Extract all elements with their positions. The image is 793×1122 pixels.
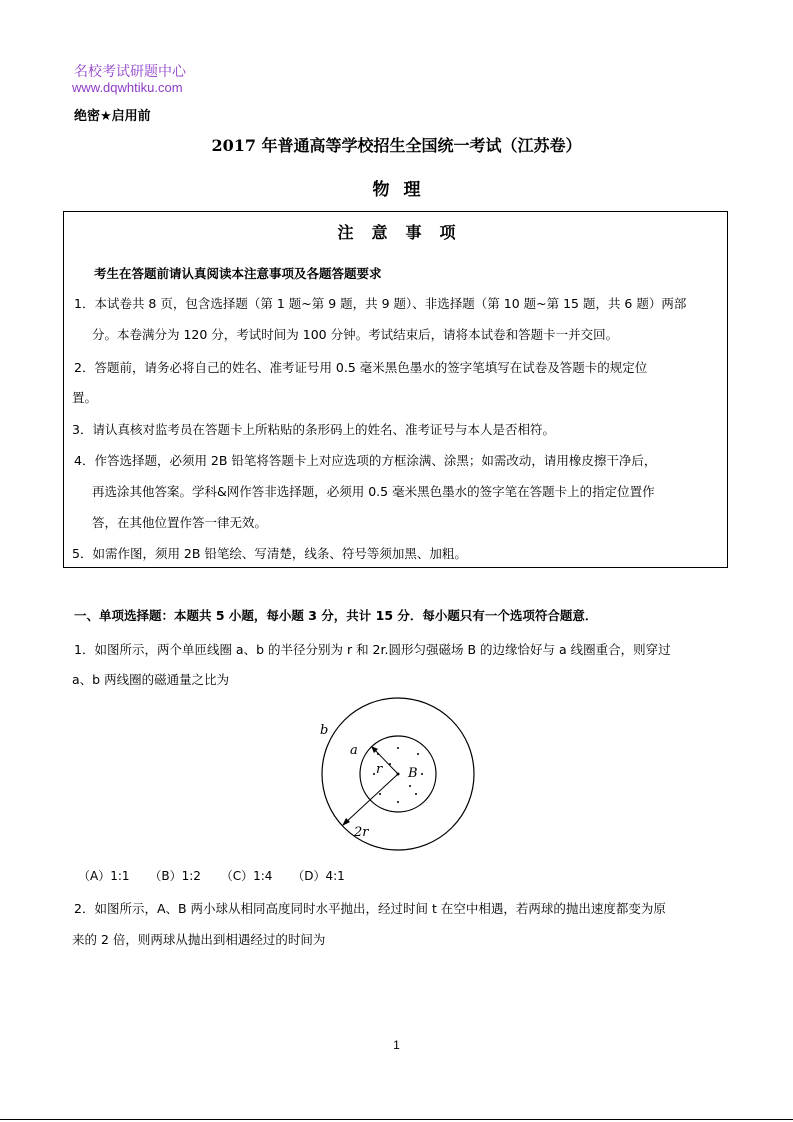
notice-intro: 考生在答题前请认真阅读本注意事项及各题答题要求 <box>94 266 382 281</box>
question-2-line-2: 来的 2 倍，则两球从抛出到相遇经过的时间为 <box>72 932 326 947</box>
label-b: b <box>320 723 329 738</box>
coil-field-diagram <box>310 694 480 854</box>
option-a[interactable]: （A）1:1 <box>78 869 130 883</box>
exam-title: 2017 年普通高等学校招生全国统一考试（江苏卷） <box>211 136 582 155</box>
page-number: 1 <box>393 1038 400 1052</box>
secret-label: 绝密★启用前 <box>74 109 151 124</box>
notice-line: 答，在其他位置作答一律无效。 <box>92 515 268 530</box>
question-1-line-2: a、b 两线圈的磁通量之比为 <box>72 672 230 687</box>
option-d[interactable]: （D）4:1 <box>292 869 345 883</box>
label-field-B: B <box>408 766 418 781</box>
question-1-options <box>78 867 361 884</box>
notice-line: 5．如需作图，须用 2B 铅笔绘、写清楚，线条、符号等须加黑、加粗。 <box>72 546 467 561</box>
label-r: r <box>376 762 383 777</box>
notice-box <box>63 211 728 568</box>
radius-2r-arrow <box>344 774 398 824</box>
section-heading: 一、单项选择题：本题共 5 小题，每小题 3 分，共计 15 分．每小题只有一个选项符合题意． <box>74 608 598 623</box>
question-2-line-1: 2．如图所示，A、B 两小球从相同高度同时水平抛出，经过时间 t 在空中相遇，若两球的抛出速度都变为原 <box>74 901 666 916</box>
notice-line: 置。 <box>72 390 98 405</box>
notice-heading: 注意事项 <box>337 223 474 242</box>
option-b[interactable]: （B）1:2 <box>149 869 201 883</box>
question-1-line-1: 1．如图所示，两个单匝线圈 a、b 的半径分别为 r 和 2r.圆形匀强磁场 B 的边缘恰好与 a 线圈重合，则穿过 <box>74 642 671 657</box>
label-a: a <box>350 743 358 758</box>
notice-line: 1．本试卷共 8 页，包含选择题（第 1 题~第 9 题，共 9 题）、非选择题（第 10 题~第 15 题，共 6 题）两部 <box>74 296 687 311</box>
watermark-name: 名校考试研题中心 <box>74 64 186 80</box>
option-c[interactable]: （C）1:4 <box>220 869 273 883</box>
watermark-url[interactable]: www.dqwhtiku.com <box>72 80 183 95</box>
subject-title: 物理 <box>372 180 435 200</box>
label-2r: 2r <box>354 825 369 840</box>
notice-line: 4．作答选择题，必须用 2B 铅笔将答题卡上对应选项的方框涂满、涂黑；如需改动，请用橡皮擦干净后， <box>74 453 657 468</box>
notice-line: 再选涂其他答案。学科&网作答非选择题，必须用 0.5 毫米黑色墨水的签字笔在答题卡上的指定位置作 <box>92 484 655 499</box>
notice-line: 2．答题前，请务必将自己的姓名、准考证号用 0.5 毫米黑色墨水的签字笔填写在试卷及答题卡的规定位 <box>74 360 648 375</box>
page-bottom-rule <box>0 1119 793 1120</box>
notice-line: 分。本卷满分为 120 分，考试时间为 100 分钟。考试结束后，请将本试卷和答题卡一并交回。 <box>92 327 619 342</box>
notice-line: 3．请认真核对监考员在答题卡上所粘贴的条形码上的姓名、准考证号与本人是否相符。 <box>72 422 555 437</box>
